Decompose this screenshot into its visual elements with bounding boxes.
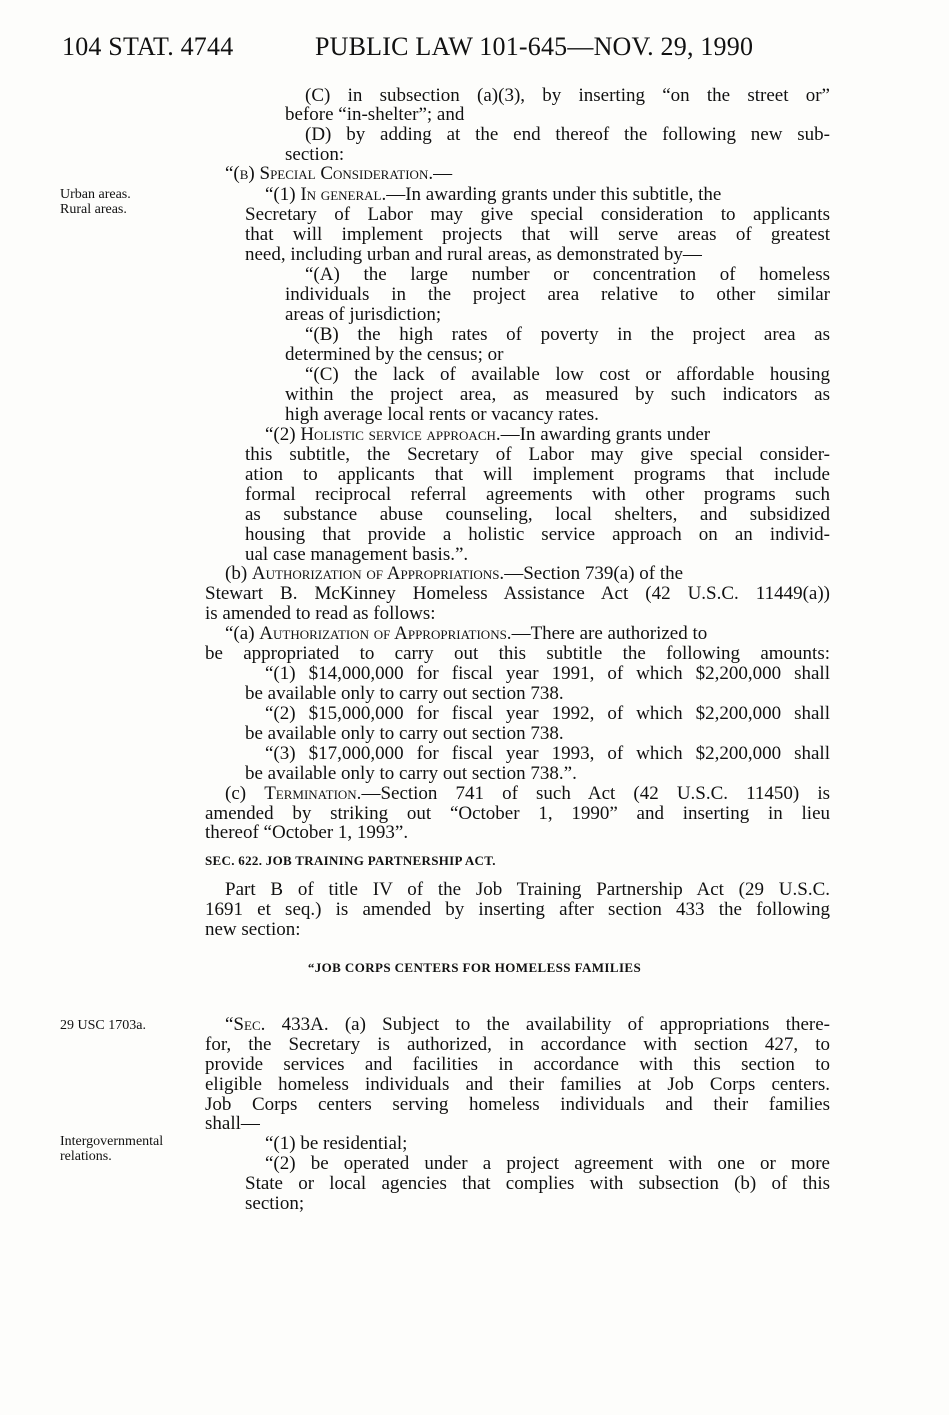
text-line: be available only to carry out section 738.”. xyxy=(245,763,577,784)
text-line: (D) by adding at the end thereof the following new sub- xyxy=(305,124,830,145)
text-run: (c) xyxy=(225,783,265,804)
centered-heading: “JOB CORPS CENTERS FOR HOMELESS FAMILIES xyxy=(307,960,642,975)
margin-note-relations: relations. xyxy=(60,1149,112,1164)
paragraph-heading: “(1) In general. xyxy=(265,184,387,205)
margin-note-rural: Rural areas. xyxy=(60,202,127,217)
text-line xyxy=(225,624,707,644)
margin-note-usc: 29 USC 1703a. xyxy=(60,1018,146,1033)
text-run: —Section 739(a) of the xyxy=(504,563,684,584)
text-line: Part B of title IV of the Job Training Partnership Act (29 U.S.C. xyxy=(225,879,830,900)
text-line: Job Corps centers serving homeless individuals and their families xyxy=(205,1094,830,1115)
text-line: Stewart B. McKinney Homeless Assistance Act (42 U.S.C. 11449(a)) xyxy=(205,583,830,604)
text-line: “(2) be operated under a project agreement with one or more xyxy=(265,1153,830,1174)
text-line: ation to applicants that will implement programs that include xyxy=(245,464,830,485)
paragraph-heading: Authorization of Appropriations. xyxy=(251,563,505,584)
text-line: before “in-shelter”; and xyxy=(285,104,465,125)
text-line: housing that provide a holistic service approach on an individ- xyxy=(245,524,830,545)
text-line: ual case management basis.”. xyxy=(245,544,469,565)
text-line: within the project area, as measured by such indicators as xyxy=(285,384,830,405)
text-line: for, the Secretary is authorized, in accordance with section 427, to xyxy=(205,1034,830,1055)
text-line: “(C) the lack of available low cost or affordable housing xyxy=(305,364,830,385)
text-line: “(3) $17,000,000 for fiscal year 1993, of which $2,200,000 shall xyxy=(265,743,830,764)
section-label: “Sec. 433A. xyxy=(225,1014,329,1035)
text-run: “(a) xyxy=(225,623,260,644)
margin-note-urban: Urban areas. xyxy=(60,187,131,202)
margin-note-intergovernmental: Intergovernmental xyxy=(60,1134,164,1149)
text-line: “(A) the large number or concentration of homeless xyxy=(305,264,830,285)
text-line: “(1) $14,000,000 for fiscal year 1991, of which $2,200,000 shall xyxy=(265,663,830,684)
text-line: high average local rents or vacancy rates. xyxy=(285,404,599,425)
text-run: —There are authorized to xyxy=(511,623,708,644)
text-line: “(B) the high rates of poverty in the project area as xyxy=(305,324,830,345)
text-run: —In awarding grants under this subtitle, the xyxy=(386,184,722,205)
text-line: shall— xyxy=(205,1113,260,1134)
paragraph-heading: “(2) Holistic service approach. xyxy=(265,424,501,445)
section-heading: SEC. 622. JOB TRAINING PARTNERSHIP ACT. xyxy=(205,853,496,868)
text-line: section: xyxy=(285,144,345,165)
text-line: eligible homeless individuals and their families at Job Corps centers. xyxy=(205,1074,830,1095)
paragraph-heading: Authorization of Appropriations. xyxy=(259,623,512,644)
subsection-heading: “(b) Special Consideration.— xyxy=(225,163,453,184)
text-line xyxy=(265,425,710,445)
text-run: —Section 741 of such Act (42 U.S.C. 11450) is xyxy=(361,783,830,804)
text-line: formal reciprocal referral agreements with other programs such xyxy=(245,484,830,505)
text-line: this subtitle, the Secretary of Labor may give special consider- xyxy=(245,444,830,465)
text-line: amended by striking out “October 1, 1990” and inserting in lieu xyxy=(205,803,830,824)
text-line: areas of jurisdiction; xyxy=(285,304,442,325)
text-line: individuals in the project area relative to other similar xyxy=(285,284,830,305)
text-line: that will implement projects that will serve areas of greatest xyxy=(245,224,830,245)
text-line xyxy=(225,1015,830,1035)
text-line: Secretary of Labor may give special consideration to applicants xyxy=(245,204,830,225)
text-line: new section: xyxy=(205,919,301,940)
text-line: be available only to carry out section 738. xyxy=(245,723,564,744)
text-line: (C) in subsection (a)(3), by inserting “on the street or” xyxy=(305,85,830,106)
text-line: thereof “October 1, 1993”. xyxy=(205,822,409,843)
text-line: “(1) be residential; xyxy=(265,1133,408,1154)
text-line: need, including urban and rural areas, as demonstrated by— xyxy=(245,244,702,265)
text-line xyxy=(265,185,721,205)
stat-page-number: 104 STAT. 4744 xyxy=(62,32,234,61)
text-line: is amended to read as follows: xyxy=(205,603,436,624)
text-line: determined by the census; or xyxy=(285,344,504,365)
text-line xyxy=(225,784,830,804)
text-line: “(2) $15,000,000 for fiscal year 1992, of which $2,200,000 shall xyxy=(265,703,830,724)
text-line: provide services and facilities in accordance with this section to xyxy=(205,1054,830,1075)
text-run: (a) Subject to the availability of appropriations there- xyxy=(328,1014,830,1035)
text-line: State or local agencies that complies with subsection (b) of this xyxy=(245,1173,830,1194)
running-header: PUBLIC LAW 101-645—NOV. 29, 1990 xyxy=(315,32,754,61)
text-line: 1691 et seq.) is amended by inserting after section 433 the following xyxy=(205,899,830,920)
text-line: be available only to carry out section 738. xyxy=(245,683,564,704)
text-line: as substance abuse counseling, local shelters, and subsidized xyxy=(245,504,830,525)
text-run: —In awarding grants under xyxy=(500,424,711,445)
text-run: (b) xyxy=(225,563,252,584)
text-line xyxy=(225,564,683,584)
paragraph-heading: Termination. xyxy=(264,783,362,804)
text-line: section; xyxy=(245,1193,305,1214)
text-line: be appropriated to carry out this subtitle the following amounts: xyxy=(205,643,830,664)
